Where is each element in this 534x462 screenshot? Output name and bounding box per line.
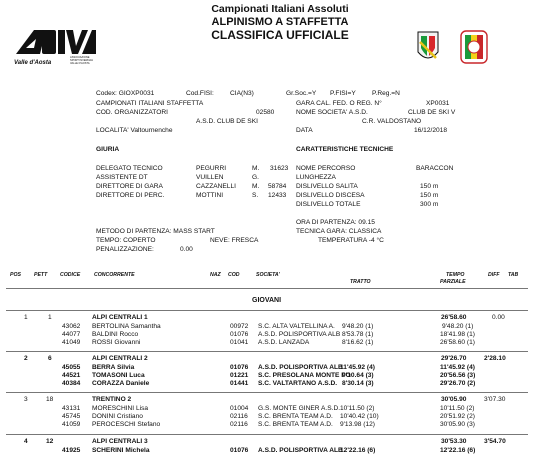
regional-committee: C.R. VALDOSTANO	[362, 118, 422, 125]
team-diff: 3'07.30	[484, 396, 506, 403]
member-club-code: 01221	[230, 372, 249, 379]
course-director-code: 12433	[268, 192, 287, 199]
team-bib: 12	[46, 438, 54, 445]
member-split: 9'48.20 (1)	[442, 323, 474, 330]
fi-flag-logo	[460, 30, 488, 64]
member-club: S.C. VALTARTANO A.S.D.	[258, 380, 338, 387]
team-pos: 2	[24, 355, 28, 362]
member-leg-time: 9'10.64 (3)	[342, 372, 374, 379]
member-club-code: 02116	[230, 413, 248, 420]
member-club: S.C. PRESOLANA MONTE PO	[258, 372, 351, 379]
gr-soc: Gr.Soc.=Y	[286, 90, 317, 97]
member-leg-time: 9'13.98 (12)	[340, 421, 375, 428]
col-tab: TAB	[508, 272, 519, 278]
member-code: 45055	[62, 364, 81, 371]
member-leg-time: 9'48.20 (1)	[342, 323, 374, 330]
member-code: 43131	[62, 405, 81, 412]
member-code: 44521	[62, 372, 81, 379]
member-split: 20'56.56 (3)	[440, 372, 476, 379]
team-bib: 6	[48, 355, 52, 362]
team-divider	[6, 392, 528, 393]
delegate-code: 31623	[270, 165, 289, 172]
length-label: LUNGHEZZA	[296, 174, 336, 181]
member-name: BERTOLINA Samantha	[92, 323, 161, 330]
member-name: CORAZZA Daniele	[92, 380, 150, 387]
col-cod: COD	[228, 272, 240, 278]
organizer-club: A.S.D. CLUB DE SKI	[196, 118, 258, 125]
team-pos: 4	[24, 438, 28, 445]
member-split: 30'05.90 (3)	[440, 421, 475, 428]
member-split: 10'11.50 (2)	[440, 405, 475, 412]
member-name: ROSSI Giovanni	[92, 339, 141, 346]
codex: Codex: GIOXP0031	[96, 90, 155, 97]
cod-org-label: COD. ORGANIZZATORI	[96, 109, 168, 116]
delegate-label: DELEGATO TECNICO	[96, 165, 163, 172]
member-leg-time: 8'30.14 (3)	[342, 380, 374, 387]
race-director-initial: M.	[252, 183, 260, 190]
jury-heading: GIURIA	[96, 146, 120, 153]
gara-cal-value: XP0031	[426, 100, 450, 107]
col-pos: POS	[10, 272, 21, 278]
category-label: GIOVANI	[252, 297, 282, 304]
member-leg-time: 10'11.50 (2)	[340, 405, 375, 412]
course-name-label: NOME PERCORSO	[296, 165, 356, 172]
penalty-label: PENALIZZAZIONE:	[96, 246, 154, 253]
member-name: DONINI Cristiano	[92, 413, 143, 420]
member-leg-time: 8'16.62 (1)	[342, 339, 374, 346]
date-value: 16/12/2018	[414, 127, 448, 134]
col-codice: CODICE	[60, 272, 81, 278]
fisi-logo	[416, 30, 440, 64]
col-societa: SOCIETA'	[256, 272, 280, 278]
cod-org-value: 02580	[256, 109, 275, 116]
nome-soc-value: CLUB DE SKI V	[408, 109, 456, 116]
course-name-value: BARACCON	[416, 165, 454, 172]
member-leg-time: 10'40.42 (10)	[340, 413, 379, 420]
col-tempo: TEMPO	[446, 272, 465, 278]
cod-fisi-value: CIA(N3)	[230, 90, 254, 97]
member-club: A.S.D. LANZADA	[258, 339, 310, 346]
member-split: 18'41.98 (1)	[440, 331, 475, 338]
member-club-code: 00972	[230, 323, 249, 330]
team-divider	[6, 310, 528, 311]
member-club: S.C. BRENTA TEAM A.D.	[258, 413, 333, 420]
total-value: 300 m	[420, 201, 439, 208]
member-code: 40384	[62, 380, 81, 387]
event-name: CAMPIONATI ITALIANI STAFFETTA	[96, 100, 204, 107]
climb-label: DISLIVELLO SALITA	[296, 183, 358, 190]
member-split: 29'26.70 (2)	[440, 380, 476, 387]
title-championship: Campionati Italiani Assoluti	[211, 3, 349, 15]
team-divider	[6, 351, 528, 352]
asiva-logo	[12, 28, 96, 68]
header-divider	[6, 288, 528, 289]
race-director-code: 58784	[268, 183, 287, 190]
member-code: 43062	[62, 323, 81, 330]
weather: TEMPO: COPERTO	[96, 237, 156, 244]
race-director-name: CAZZANELLI	[196, 183, 236, 190]
member-club-code: 01076	[230, 331, 249, 338]
start-method: METODO DI PARTENZA: MASS START	[96, 228, 215, 235]
member-code: 41059	[62, 421, 81, 428]
member-code: 45745	[62, 413, 81, 420]
snow: NEVE: FRESCA	[210, 237, 259, 244]
p-reg: P.Reg.=N	[372, 90, 400, 97]
member-name: BALDINI Rocco	[92, 331, 139, 338]
team-name: TRENTINO 2	[92, 396, 132, 403]
team-time: 30'05.90	[441, 396, 467, 403]
team-divider	[6, 434, 528, 435]
assistant-name: VUILLEN	[196, 174, 224, 181]
course-director-initial: S.	[252, 192, 259, 199]
course-director-label: DIRETTORE DI PERC.	[96, 192, 165, 199]
assistant-initial: G.	[252, 174, 259, 181]
member-club: A.S.D. POLISPORTIVA ALB	[258, 364, 343, 371]
col-naz: NAZ	[210, 272, 221, 278]
col-tratto: TRATTO	[350, 279, 371, 285]
delegate-name: PEGURRI	[196, 165, 227, 172]
team-diff: 0.00	[492, 314, 505, 321]
team-time: 26'58.60	[441, 314, 467, 321]
course-director-name: MOTTINI	[196, 192, 224, 199]
member-code: 41925	[62, 447, 81, 454]
nome-soc-label: NOME SOCIETA' A.S.D.	[296, 109, 368, 116]
team-bib: 1	[48, 314, 52, 321]
team-pos: 3	[24, 396, 28, 403]
member-leg-time: 8'53.78 (1)	[342, 331, 374, 338]
member-club-code: 01441	[230, 380, 249, 387]
gara-cal-label: GARA CAL. FED. O REG. N°	[296, 100, 382, 107]
location: LOCALITA' Valtournenche	[96, 127, 173, 134]
delegate-initial: M.	[252, 165, 260, 172]
asiva-sub-text: Valle d'Aosta	[14, 60, 52, 66]
member-club: A.S.D. POLISPORTIVA ALB	[258, 331, 341, 338]
member-club-code: 02116	[230, 421, 248, 428]
member-split: 26'58.60 (1)	[440, 339, 475, 346]
member-name: MORESCHINI Lisa	[92, 405, 149, 412]
team-pos: 1	[24, 314, 28, 321]
team-time: 29'26.70	[441, 355, 467, 362]
temperature: TEMPERATURA -4 °C	[318, 237, 384, 244]
p-fisi: P.FISI=Y	[330, 90, 356, 97]
col-diff: DIFF	[488, 272, 500, 278]
asiva-side-text: ASSOCIAZIONE SPORT INVERNALI VALLE D'AOSTA	[70, 56, 94, 65]
member-split: 12'22.16 (6)	[440, 447, 476, 454]
col-concorrente: CONCORRENTE	[94, 272, 135, 278]
member-name: TOMASONI Luca	[92, 372, 145, 379]
penalty-value: 0.00	[180, 246, 193, 253]
team-time: 30'53.30	[441, 438, 467, 445]
team-bib: 18	[46, 396, 54, 403]
team-diff: 2'28.10	[484, 355, 506, 362]
member-club-code: 01041	[230, 339, 249, 346]
member-club-code: 01004	[230, 405, 249, 412]
member-name: BERRA Silvia	[92, 364, 135, 371]
team-name: ALPI CENTRALI 2	[92, 355, 148, 362]
member-club-code: 01076	[230, 364, 249, 371]
member-club: S.C. ALTA VALTELLINA A.	[258, 323, 335, 330]
title-classification: CLASSIFICA UFFICIALE	[211, 28, 349, 42]
member-split: 20'51.92 (2)	[440, 413, 475, 420]
member-club: S.C. BRENTA TEAM A.D.	[258, 421, 333, 428]
cod-fisi-label: Cod.FISI:	[186, 90, 214, 97]
member-code: 41049	[62, 339, 81, 346]
title-discipline: ALPINISMO A STAFFETTA	[211, 16, 349, 28]
member-split: 11'45.92 (4)	[440, 364, 475, 371]
member-name: PEROCESCHI Stefano	[92, 421, 161, 428]
col-pett: PETT	[34, 272, 48, 278]
member-name: SCHERINI Michela	[92, 447, 150, 454]
date-label: DATA	[296, 127, 313, 134]
race-technique: TECNICA GARA: CLASSICA	[296, 228, 382, 235]
start-time: ORA DI PARTENZA: 09.15	[296, 219, 375, 226]
col-parziale: PARZIALE	[440, 279, 466, 285]
tech-heading: CARATTERISTICHE TECNICHE	[296, 146, 394, 153]
team-name: ALPI CENTRALI 3	[92, 438, 148, 445]
member-leg-time: 12'22.16 (6)	[340, 447, 376, 454]
member-club: A.S.D. POLISPORTIVA ALB	[258, 447, 343, 454]
team-diff: 3'54.70	[484, 438, 506, 445]
member-club-code: 01076	[230, 447, 249, 454]
member-code: 44077	[62, 331, 81, 338]
member-leg-time: 11'45.92 (4)	[340, 364, 375, 371]
total-label: DISLIVELLO TOTALE	[296, 201, 361, 208]
descent-value: 150 m	[420, 192, 439, 199]
assistant-label: ASSISTENTE DT	[96, 174, 148, 181]
climb-value: 150 m	[420, 183, 439, 190]
race-director-label: DIRETTORE DI GARA	[96, 183, 163, 190]
descent-label: DISLIVELLO DISCESA	[296, 192, 365, 199]
member-club: G.S. MONTE GINER A.S.D.	[258, 405, 341, 412]
team-name: ALPI CENTRALI 1	[92, 314, 148, 321]
